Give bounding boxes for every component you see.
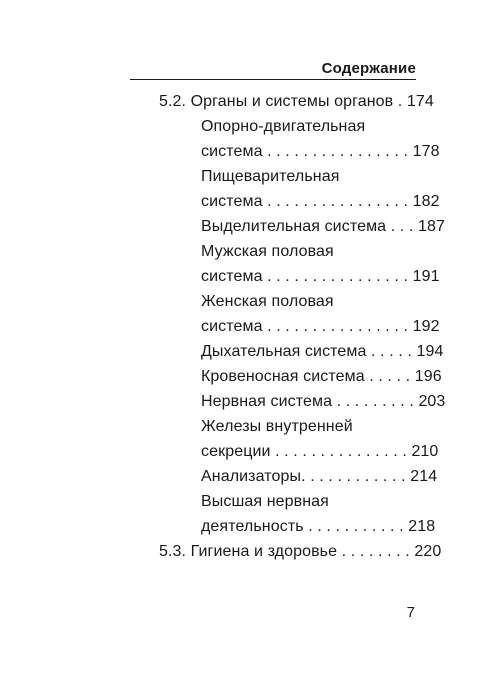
toc-section-entry: 5.3. Гигиена и здоровье . . . . . . . . 220 — [159, 543, 442, 560]
toc-entry-line: Женская половая — [201, 293, 334, 310]
toc-entry-line: Дыхательная система . . . . . 194 — [201, 343, 444, 360]
toc-entry-line: система . . . . . . . . . . . . . . . . 191 — [201, 268, 440, 285]
toc-entry-line: система . . . . . . . . . . . . . . . . 192 — [201, 318, 440, 335]
toc-entry-line: Опорно-двигательная — [201, 118, 366, 135]
toc-entry-line: секреции . . . . . . . . . . . . . . . 210 — [201, 443, 439, 460]
toc-entry-line: система . . . . . . . . . . . . . . . . 182 — [201, 193, 440, 210]
toc-section-entry: 5.2. Органы и системы органов . 174 — [159, 93, 434, 110]
toc-entry-line: Нервная система . . . . . . . . . 203 — [201, 393, 446, 410]
toc-entry-line: Кровеносная система . . . . . 196 — [201, 368, 442, 385]
toc-entry-line: Выделительная система . . . 187 — [201, 218, 445, 235]
toc-entry-line: деятельность . . . . . . . . . . . 218 — [201, 518, 436, 535]
page-number: 7 — [406, 604, 415, 621]
running-header-title: Содержание — [321, 60, 416, 77]
header-divider — [130, 79, 416, 80]
toc-entry-line: Мужская половая — [201, 243, 334, 260]
toc-entry-line: Анализаторы. . . . . . . . . . . . 214 — [201, 468, 438, 485]
toc-entry-line: система . . . . . . . . . . . . . . . . 178 — [201, 143, 440, 160]
toc-entry-line: Железы внутренней — [201, 418, 353, 435]
toc-entry-line: Пищеварительная — [201, 168, 340, 185]
toc-entry-line: Высшая нервная — [201, 493, 329, 510]
